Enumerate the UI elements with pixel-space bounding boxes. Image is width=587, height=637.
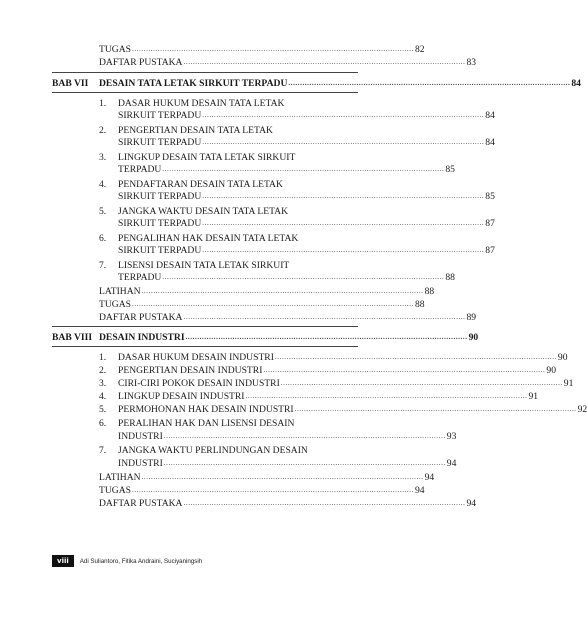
toc-entry[interactable] [99,299,425,310]
toc-page-number: 87 [485,218,495,229]
toc-entry[interactable] [118,206,358,217]
toc-entry[interactable] [118,98,358,109]
toc-page-number: 88 [414,299,425,310]
page-footer [52,555,202,567]
toc-entry[interactable] [99,498,477,509]
toc-entry[interactable] [99,57,477,68]
toc-chapter-bab-viii[interactable] [52,332,479,343]
toc-leader: ........................................................................................................................ [131,45,414,53]
toc-entry-label: JANGKA WAKTU DESAIN TATA LETAK [118,206,289,217]
toc-entry-label: LINGKUP DESAIN INDUSTRI [118,391,245,402]
toc-page-number: 91 [563,378,574,389]
toc-page-number: 87 [485,245,495,256]
toc-leader: ........................................................................................................................ [131,300,414,308]
toc-leader: ........................................................................................................................ [183,58,466,66]
toc-entry-label: TUGAS [99,485,131,496]
toc-entry-label: SIRKUIT TERPADU [118,191,202,202]
toc-leader: ........................................................................................................................ [183,313,466,321]
toc-leader: ........................................................................................................................ [202,111,485,119]
toc-entry-label: PENGERTIAN DESAIN TATA LETAK [118,125,273,136]
toc-entry-label: TUGAS [99,44,131,55]
toc-page-number: 93 [446,431,457,442]
toc-entry[interactable] [99,485,425,496]
item-number: 5. [99,206,107,217]
toc-leader: ........................................................................................................................ [131,486,414,494]
toc-entry[interactable] [118,218,495,229]
toc-leader: ........................................................................................................................ [185,333,468,341]
toc-leader: ........................................................................................................................ [245,392,528,400]
toc-entry[interactable] [118,179,358,190]
toc-entry-label: TERPADU [118,164,162,175]
toc-page-number: 94 [466,498,477,509]
toc-entry-label: LATIHAN [99,286,141,297]
toc-leader: ........................................................................................................................ [163,432,446,440]
toc-entry-label: PENGERTIAN DESAIN INDUSTRI [118,365,263,376]
item-number: 7. [99,260,107,271]
item-number: 2. [99,125,107,136]
toc-page-number: 94 [446,458,457,469]
toc-entry-label: SIRKUIT TERPADU [118,110,202,121]
toc-entry[interactable] [118,260,358,271]
toc-entry-label: DASAR HUKUM DESAIN INDUSTRI [118,352,274,363]
toc-entry[interactable] [118,431,457,442]
toc-entry-label: PENDAFTARAN DESAIN TATA LETAK [118,179,283,190]
footer-page-number: viii [52,555,74,567]
toc-entry[interactable] [118,152,358,163]
toc-page-number: 91 [528,391,539,402]
chapter-title: DESAIN TATA LETAK SIRKUIT TERPADU [99,78,288,89]
item-number: 3. [99,378,107,389]
toc-leader: ........................................................................................................................ [294,405,577,413]
toc-entry-label: PERALIHAN HAK DAN LISENSI DESAIN [118,418,295,429]
item-number: 5. [99,404,107,415]
item-number: 2. [99,365,107,376]
toc-page-number: 88 [424,286,435,297]
item-number: 4. [99,391,107,402]
toc-entry[interactable] [118,125,358,136]
toc-entry-label: LINGKUP DESAIN TATA LETAK SIRKUIT [118,152,296,163]
chapter-divider [52,92,358,93]
toc-page-number: 92 [577,404,587,415]
chapter-divider [52,346,358,347]
toc-page-number: 94 [424,472,435,483]
toc-entry-label: SIRKUIT TERPADU [118,245,202,256]
toc-leader: ........................................................................................................................ [141,287,424,295]
toc-entry-label: PENGALIHAN HAK DESAIN TATA LETAK [118,233,299,244]
toc-page-number: 90 [546,365,556,376]
chapter-divider [52,326,358,327]
toc-entry-label: DAFTAR PUSTAKA [99,312,183,323]
toc-page-number: 89 [466,312,477,323]
toc-chapter-bab-vii[interactable] [52,78,581,89]
toc-page-number: 90 [468,332,479,343]
toc-page-number: 84 [485,137,495,148]
toc-leader: ........................................................................................................................ [141,473,424,481]
toc-leader: ........................................................................................................................ [162,273,445,281]
toc-page-number: 85 [485,191,495,202]
toc-entry[interactable] [118,164,455,175]
toc-entry[interactable] [99,44,425,55]
toc-entry-label: TERPADU [118,272,162,283]
toc-page-number: 90 [557,352,568,363]
chapter-divider [52,72,358,73]
toc-page-number: 83 [466,57,477,68]
toc-leader: ........................................................................................................................ [162,165,445,173]
toc-entry[interactable] [118,378,574,389]
chapter-number: BAB VII [52,78,89,89]
toc-entry[interactable] [118,418,358,429]
toc-entry[interactable] [118,233,358,244]
toc-page-number: 85 [445,164,455,175]
toc-entry[interactable] [99,472,435,483]
toc-entry-label: INDUSTRI [118,458,163,469]
toc-entry-label: PERMOHONAN HAK DESAIN INDUSTRI [118,404,294,415]
toc-entry-label: DAFTAR PUSTAKA [99,57,183,68]
toc-entry-label: DASAR HUKUM DESAIN TATA LETAK [118,98,285,109]
toc-leader: ........................................................................................................................ [202,219,485,227]
toc-entry-label: DAFTAR PUSTAKA [99,498,183,509]
chapter-title: DESAIN INDUSTRI [99,332,185,343]
toc-entry-label: LATIHAN [99,472,141,483]
chapter-number: BAB VIII [52,332,93,343]
toc-entry-label: JANGKA WAKTU PERLINDUNGAN DESAIN [118,445,308,456]
toc-page-number: 88 [445,272,455,283]
toc-entry[interactable] [118,191,495,202]
toc-leader: ........................................................................................................................ [202,138,485,146]
item-number: 3. [99,152,107,163]
toc-leader: ........................................................................................................................ [280,379,563,387]
toc-page-number: 84 [485,110,495,121]
toc-entry[interactable] [99,312,477,323]
toc-entry[interactable] [118,137,495,148]
footer-authors: Adi Suliantoro, Fitika Andraini, Suciyaningsih [79,557,203,565]
toc-leader: ........................................................................................................................ [202,192,485,200]
toc-entry[interactable] [118,110,495,121]
item-number: 1. [99,98,107,109]
toc-entry-label: LISENSI DESAIN TATA LETAK SIRKUIT [118,260,290,271]
toc-entry-label: INDUSTRI [118,431,163,442]
item-number: 1. [99,352,107,363]
toc-entry-label: SIRKUIT TERPADU [118,137,202,148]
toc-page-number: 84 [571,78,581,89]
toc-leader: ........................................................................................................................ [163,459,446,467]
toc-entry[interactable] [118,458,457,469]
toc-leader: ........................................................................................................................ [202,246,485,254]
toc-leader: ........................................................................................................................ [183,499,466,507]
toc-entry-label: SIRKUIT TERPADU [118,218,202,229]
toc-leader: ........................................................................................................................ [288,79,571,87]
item-number: 4. [99,179,107,190]
toc-leader: ........................................................................................................................ [274,353,557,361]
toc-leader: ........................................................................................................................ [263,366,546,374]
toc-entry-label: TUGAS [99,299,131,310]
toc-entry[interactable] [118,365,556,376]
toc-entry[interactable] [118,391,539,402]
item-number: 6. [99,418,107,429]
toc-entry[interactable] [118,272,455,283]
toc-entry[interactable] [118,404,587,415]
toc-page-number: 94 [414,485,425,496]
item-number: 6. [99,233,107,244]
toc-entry[interactable] [118,445,358,456]
item-number: 7. [99,445,107,456]
toc-entry-label: CIRI-CIRI POKOK DESAIN INDUSTRI [118,378,280,389]
toc-page-number: 82 [414,44,425,55]
toc-entry[interactable] [99,286,435,297]
toc-entry[interactable] [118,352,568,363]
toc-entry[interactable] [118,245,495,256]
